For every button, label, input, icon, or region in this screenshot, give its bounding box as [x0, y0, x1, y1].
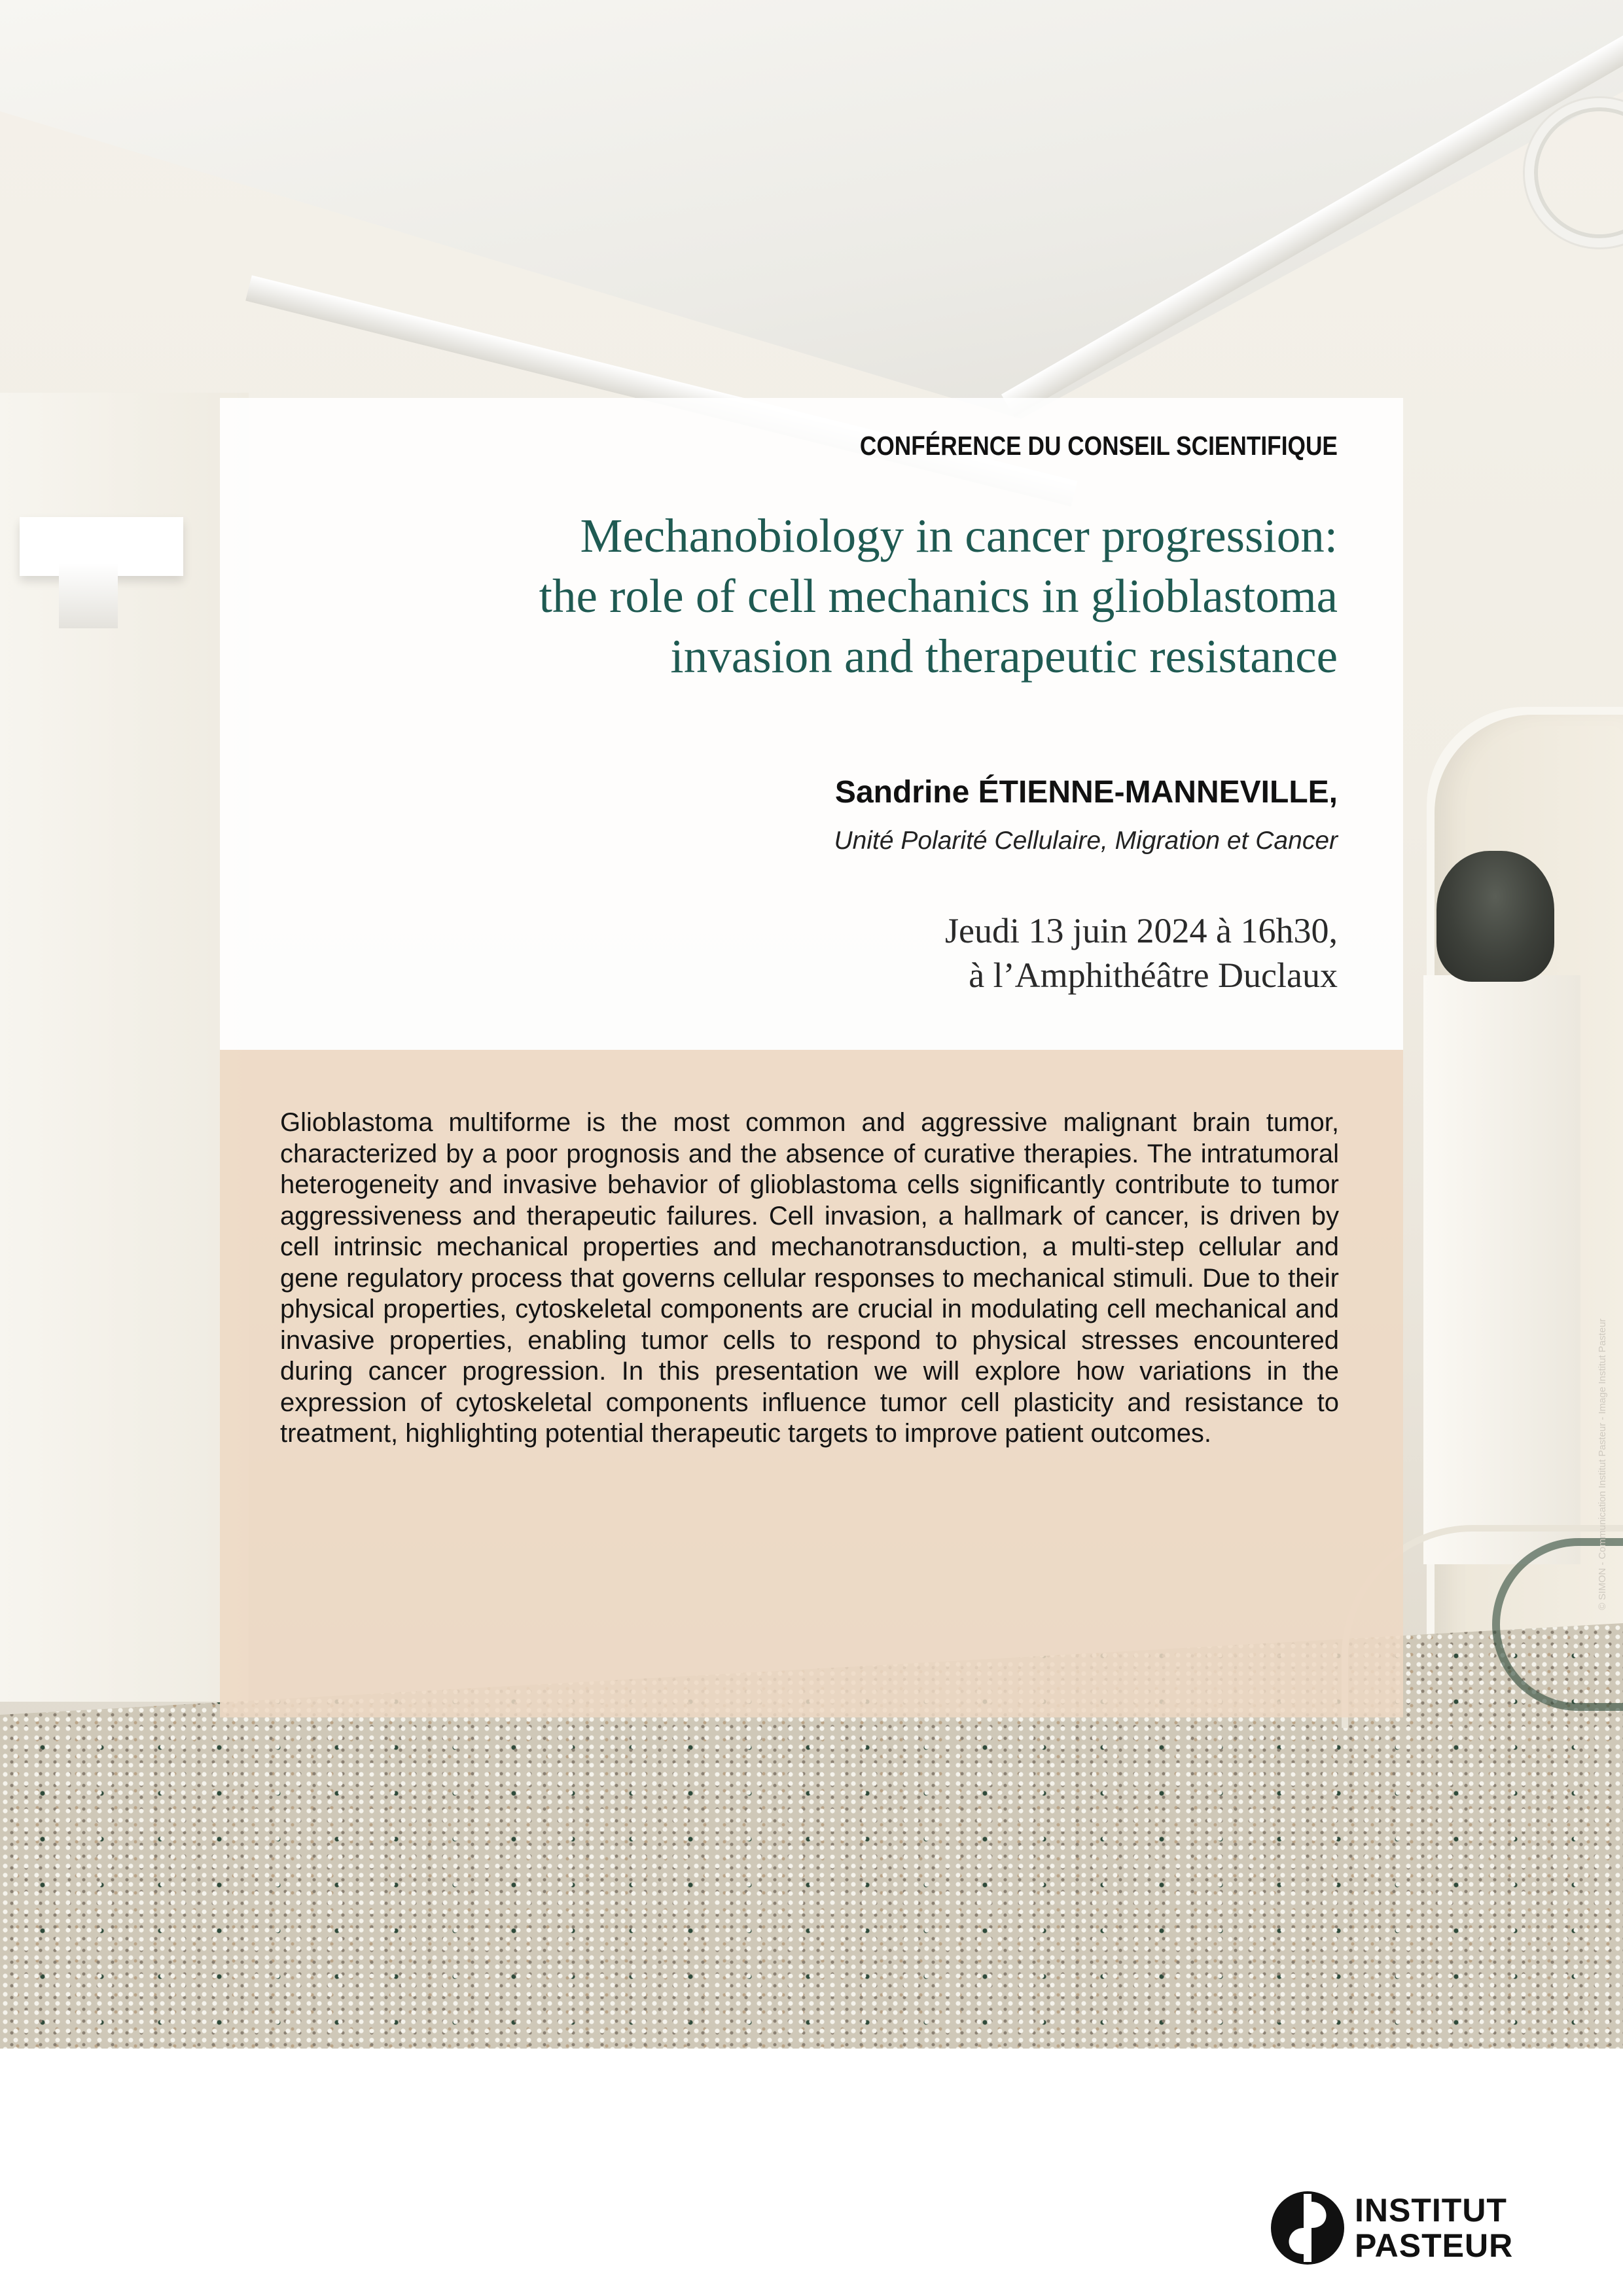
talk-title-line: Mechanobiology in cancer progression: [580, 509, 1338, 562]
bust-pedestal [1423, 975, 1580, 1564]
event-date: Jeudi 13 juin 2024 à 16h30, [945, 911, 1338, 950]
logo-wordmark-line: INSTITUT [1355, 2192, 1507, 2229]
talk-title [291, 506, 1338, 687]
logo-wordmark-line: PASTEUR [1355, 2227, 1514, 2264]
speaker-affiliation: Unité Polarité Cellulaire, Migration et Cancer [834, 827, 1338, 855]
conference-series: CONFÉRENCE DU CONSEIL SCIENTIFIQUE [859, 431, 1338, 461]
logo-wordmark [1355, 2193, 1513, 2263]
institut-pasteur-logo [1270, 2190, 1544, 2266]
abstract-panel [220, 1050, 1403, 1717]
talk-title-line: invasion and therapeutic resistance [670, 630, 1338, 683]
institut-pasteur-logo-icon [1270, 2190, 1346, 2266]
bronze-bust [1436, 851, 1554, 982]
photo-credit: © SIMON - Communication Institut Pasteur - Image Institut Pasteur [1597, 1318, 1608, 1610]
abstract-text: Glioblastoma multiforme is the most common and aggressive malignant brain tumor, characterized by a poor prognosis and the absence of curative therapies. The intratumoral heterogeneity and invasive behavior of glioblastoma cells significantly contribute to tumor aggressiveness and therapeutic failures. Cell invasion, a hallmark of cancer, is driven by cell intrinsic mechanical properties and mechanotransduction, a multi-step cellular and gene regulatory process that governs cellular responses to mechanical stimuli. Due to their physical properties, cytoskeletal components are crucial in modulating cell mechanical and invasive properties, enabling tumor cells to respond to physical stresses encountered during cancer progression. In this presentation we will explore how variations in the expression of cytoskeletal components influence tumor cell plasticity and resistance to treatment, highlighting potential therapeutic targets to improve patient outcomes. [280, 1108, 1339, 1448]
wall-lamp-base [59, 563, 118, 628]
event-location: à l’Amphithéâtre Duclaux [969, 956, 1338, 995]
speaker-name: Sandrine ÉTIENNE-MANNEVILLE, [834, 775, 1338, 810]
event-header-panel [220, 398, 1403, 1050]
event-date-location [421, 908, 1338, 997]
talk-title-line: the role of cell mechanics in glioblastoma [539, 569, 1338, 622]
left-wall [0, 393, 249, 1702]
ceiling [0, 0, 1623, 419]
